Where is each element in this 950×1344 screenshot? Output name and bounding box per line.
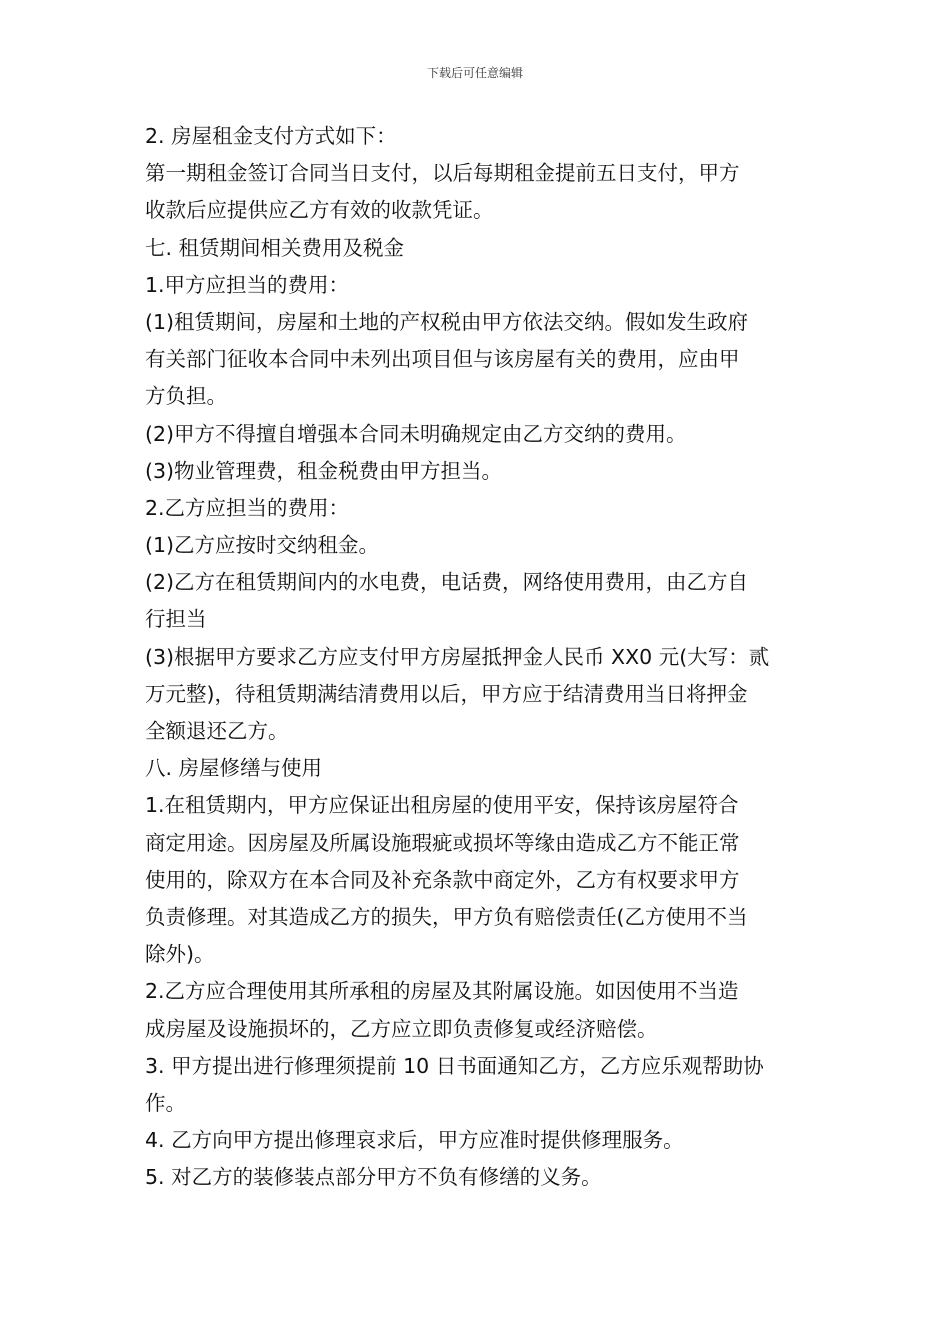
text-line: 负责修理。对其造成乙方的损失，甲方负有赔偿责任(乙方使用不当	[145, 904, 748, 929]
text-line: (2)甲方不得擅自增强本合同未明确规定由乙方交纳的费用。	[145, 421, 687, 446]
text-line: 第一期租金签订合同当日支付，以后每期租金提前五日支付，甲方	[145, 161, 740, 186]
header-note: 下载后可任意编辑	[426, 66, 523, 80]
text-line: 除外)。	[145, 942, 215, 967]
text-line: (3)根据甲方要求乙方应支付甲方房屋抵押金人民币 XX0 元(大写：贰	[145, 644, 770, 669]
text-line: (3)物业管理费，租金税费由甲方担当。	[145, 458, 503, 483]
text-line: 2.乙方应担当的费用：	[145, 495, 350, 520]
text-line: 5. 对乙方的装修装点部分甲方不负有修缮的义务。	[145, 1165, 602, 1190]
section-heading: 七. 租赁期间相关费用及税金	[145, 235, 405, 260]
text-line: 1.在租赁期内，甲方应保证出租房屋的使用平安，保持该房屋符合	[145, 793, 739, 818]
text-line: 3. 甲方提出进行修理须提前 10 日书面通知乙方，乙方应乐观帮助协	[145, 1053, 764, 1078]
contract-body	[145, 118, 810, 1196]
text-line: 全额退还乙方。	[145, 719, 289, 743]
text-line: (1)乙方应按时交纳租金。	[145, 533, 380, 558]
text-line: 2.乙方应合理使用其所承租的房屋及其附属设施。如因使用不当造	[145, 979, 739, 1004]
text-line: 2. 房屋租金支付方式如下：	[145, 124, 397, 148]
text-line: 1.甲方应担当的费用：	[145, 272, 350, 297]
text-line: 收款后应提供应乙方有效的收款凭证。	[145, 198, 494, 223]
text-line: 有关部门征收本合同中未列出项目但与该房屋有关的费用，应由甲	[145, 347, 740, 372]
text-line: 使用的，除双方在本合同及补充条款中商定外，乙方有权要求甲方	[145, 867, 740, 892]
text-line: 万元整)，待租赁期满结清费用以后，甲方应于结清费用当日将押金	[145, 681, 748, 706]
text-line: 作。	[145, 1090, 186, 1115]
section-heading: 八. 房屋修缮与使用	[145, 756, 323, 781]
text-line: 4. 乙方向甲方提出修理哀求后，甲方应准时提供修理服务。	[145, 1128, 684, 1153]
text-line: 商定用途。因房屋及所属设施瑕疵或损坏等缘由造成乙方不能正常	[145, 830, 740, 855]
text-line: 成房屋及设施损坏的，乙方应立即负责修复或经济赔偿。	[145, 1016, 658, 1041]
text-line: (2)乙方在租赁期间内的水电费，电话费，网络使用费用，由乙方自	[145, 570, 749, 595]
text-line: 行担当	[145, 607, 207, 632]
text-line: 方负担。	[145, 384, 227, 409]
text-line: (1)租赁期间，房屋和土地的产权税由甲方依法交纳。假如发生政府	[145, 309, 749, 334]
